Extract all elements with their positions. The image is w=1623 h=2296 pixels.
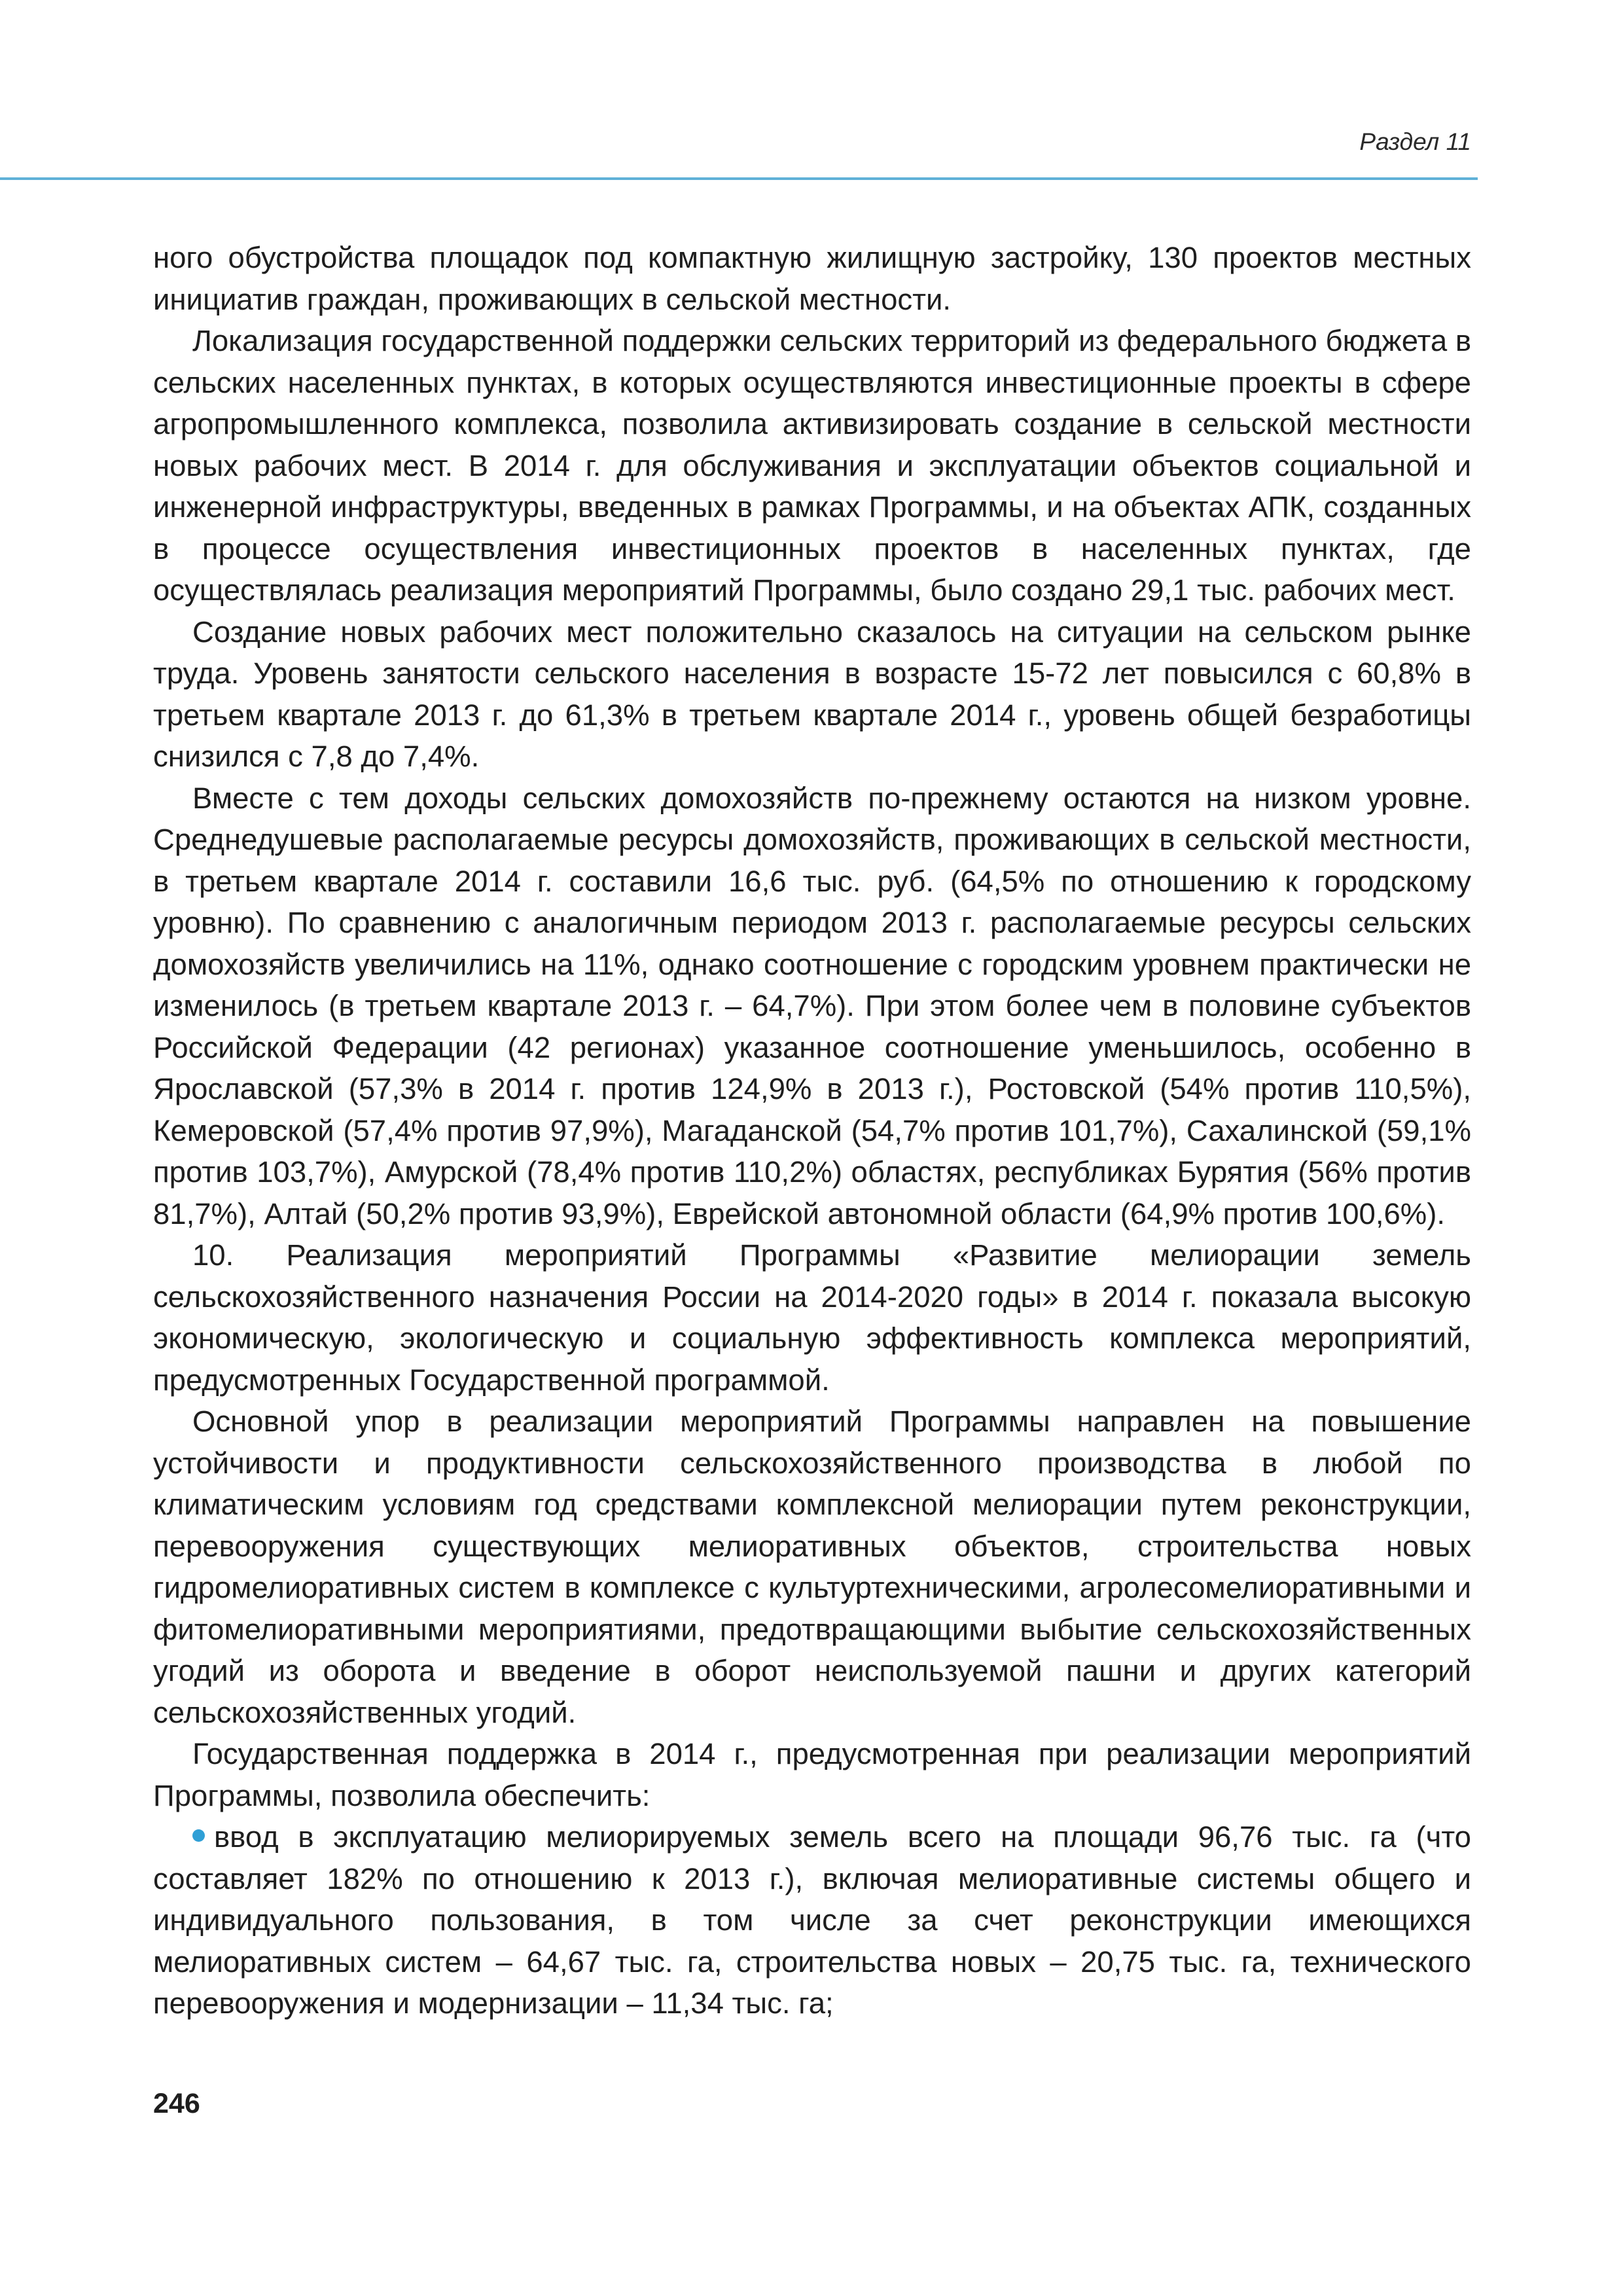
section-header: Раздел 11 [1359,128,1471,155]
paragraph: Вместе с тем доходы сельских домохозяйств по-прежнему остаются на низком уровне. Среднедушевые располагаемые ресурсы домохозяйств, проживающих в сельской местности, в третьем квартале 2014 г. составили 16,6 тыс. руб. (64,5% по отношению к городскому уровню). По сравнению с аналогичным периодом 2013 г. располагаемые ресурсы сельских домохозяйств увеличились на 11%, однако соотношение с городским уровнем практически не изменилось (в третьем квартале 2013 г. – 64,7%). При этом более чем в половине субъектов Российской Федерации (42 регионах) указанное соотношение уменьшилось, особенно в Ярославской (57,3% в 2014 г. против 124,9% в 2013 г.), Ростовской (54% против 110,5%), Кемеровской (57,4% против 97,9%), Магаданской (54,7% против 101,7%), Сахалинской (59,1% против 103,7%), Амурской (78,4% против 110,2%) областях, республиках Бурятия (56% против 81,7%), Алтай (50,2% против 93,9%), Еврейской автономной области (64,9% против 100,6%). [153,781,1471,1230]
paragraph: Создание новых рабочих мест положительно сказалось на ситуации на сельском рынке труда. Уровень занятости сельского населения в возрасте 15-72 лет повысился с 60,8% в третьем квартале 2013 г. до 61,3% в третьем квартале 2014 г., уровень общей безработицы снизился с 7,8 до 7,4%. [153,615,1471,773]
paragraph: 10. Реализация мероприятий Программы «Развитие мелиорации земель сельскохозяйственного назначения России на 2014-2020 годы» в 2014 г. показала высокую экономическую, экологическую и социальную эффективность комплекса мероприятий, предусмотренных Государственной программой. [153,1238,1471,1397]
body-text [153,237,1471,2024]
paragraph-continuation: ного обустройства площадок под компактную жилищную застройку, 130 проектов местных инициатив граждан, проживающих в сельской местности. [153,241,1471,316]
bullet-list-item [153,1816,1471,2024]
header-divider [0,177,1478,180]
bullet-dot-icon [192,1829,205,1842]
bullet-text: ввод в эксплуатацию мелиорируемых земель всего на площади 96,76 тыс. га (что составляет 182% по отношению к 2013 г.), включая мелиоративные системы общего и индивидуального пользования, в том числе за счет реконструкции имеющихся мелиоративных систем – 64,67 тыс. га, строительства новых – 20,75 тыс. га, технического перевооружения и модернизации – 11,34 тыс. га; [153,1820,1471,2020]
page-number: 246 [153,2088,200,2119]
paragraph: Основной упор в реализации мероприятий Программы направлен на повышение устойчивости и продуктивности сельскохозяйственного производства в любой по климатическим условиям год средствами комплексной мелиорации путем реконструкции, перевооружения существующих мелиоративных объектов, строительства новых гидромелиоративных систем в комплексе с культуртехническими, агролесомелиоративными и фитомелиоративными мероприятиями, предотвращающими выбытие сельскохозяйственных угодий из оборота и введение в оборот неиспользуемой пашни и других категорий сельскохозяйственных угодий. [153,1405,1471,1729]
paragraph: Государственная поддержка в 2014 г., предусмотренная при реализации мероприятий Программы, позволила обеспечить: [153,1737,1471,1812]
paragraph: Локализация государственной поддержки сельских территорий из федерального бюджета в сельских населенных пунктах, в которых осуществляются инвестиционные проекты в сфере агропромышленного комплекса, позволила активизировать создание в сельской местности новых рабочих мест. В 2014 г. для обслуживания и эксплуатации объектов социальной и инженерной инфраструктуры, введенных в рамках Программы, и на объектах АПК, созданных в процессе осуществления инвестиционных проектов в населенных пунктах, где осуществлялась реализация мероприятий Программы, было создано 29,1 тыс. рабочих мест. [153,324,1471,607]
